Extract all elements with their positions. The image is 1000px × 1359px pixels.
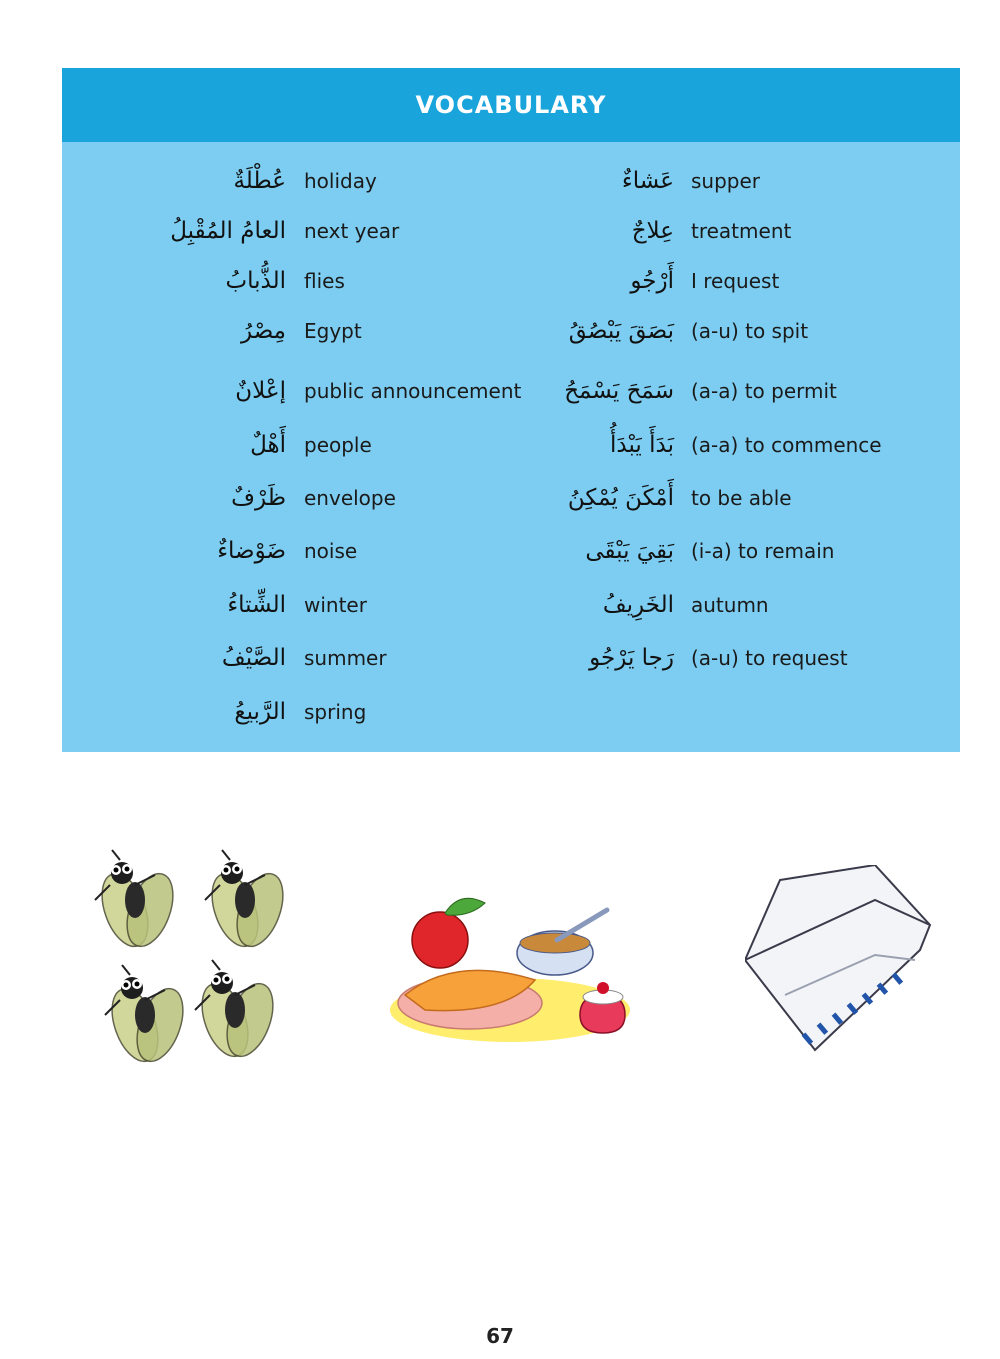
right-vocab-entry	[62, 371, 960, 411]
english-translation: to be able	[691, 486, 792, 510]
right-vocab-entry	[62, 311, 960, 351]
arabic-term: إعْلانٌ	[235, 378, 286, 404]
english-translation: Egypt	[304, 319, 362, 343]
right-vocab-entry	[62, 425, 960, 465]
arabic-term: أَرْجُو	[630, 268, 674, 294]
english-translation: holiday	[304, 169, 377, 193]
english-translation: I request	[691, 269, 780, 293]
arabic-term: أَهْلٌ	[250, 432, 286, 458]
arabic-term: ظَرْفٌ	[231, 485, 286, 511]
english-translation: envelope	[304, 486, 396, 510]
vocabulary-title: VOCABULARY	[415, 91, 607, 119]
arabic-term: الصَّيْفُ	[221, 645, 286, 671]
english-translation: autumn	[691, 593, 769, 617]
right-vocab-entry	[62, 531, 960, 571]
english-translation: winter	[304, 593, 367, 617]
right-vocab-entry	[62, 585, 960, 625]
arabic-term: بَصَقَ يَبْصُقُ	[568, 318, 674, 344]
arabic-term: الخَرِيفُ	[602, 592, 674, 618]
right-vocab-entry	[62, 161, 960, 201]
english-translation: summer	[304, 646, 387, 670]
left-vocab-entry	[62, 692, 960, 732]
right-vocab-entry	[62, 211, 960, 251]
arabic-term: أَمْكَنَ يُمْكِنُ	[567, 485, 674, 511]
arabic-term: مِصْرُ	[241, 318, 286, 344]
arabic-term: عُطْلَةٌ	[233, 168, 286, 194]
flies-illustration	[80, 845, 320, 1075]
arabic-term: بَدَأَ يَبْدَأُ	[610, 432, 674, 458]
english-translation: (a-a) to commence	[691, 433, 882, 457]
english-translation: treatment	[691, 219, 792, 243]
english-translation: next year	[304, 219, 400, 243]
english-translation: (a-a) to permit	[691, 379, 837, 403]
english-translation: spring	[304, 700, 367, 724]
arabic-term: عَشاءٌ	[621, 168, 674, 194]
page-number: 67	[486, 1324, 514, 1348]
arabic-term: ضَوْضاءٌ	[217, 538, 286, 564]
arabic-term: عِلاجٌ	[631, 218, 674, 244]
supper-food-illustration	[385, 885, 635, 1060]
right-vocab-entry	[62, 638, 960, 678]
arabic-term: بَقِيَ يَبْقَى	[585, 538, 674, 564]
english-translation: public announcement	[304, 379, 522, 403]
envelope-illustration	[745, 865, 935, 1060]
english-translation: (a-u) to spit	[691, 319, 809, 343]
right-vocab-entry	[62, 478, 960, 518]
english-translation: supper	[691, 169, 761, 193]
vocabulary-box	[62, 68, 960, 752]
arabic-term: الرَّبيعُ	[234, 699, 286, 725]
vocabulary-header	[62, 68, 960, 142]
arabic-term: رَجا يَرْجُو	[589, 645, 674, 671]
right-vocab-entry	[62, 261, 960, 301]
fly-icon	[93, 850, 182, 953]
arabic-term: العامُ المُقْبِلُ	[170, 218, 286, 244]
english-translation: flies	[304, 269, 345, 293]
english-translation: (a-u) to request	[691, 646, 848, 670]
arabic-term: الذُّبابُ	[225, 268, 286, 294]
english-translation: people	[304, 433, 372, 457]
english-translation: (i-a) to remain	[691, 539, 835, 563]
arabic-term: الشِّتاءُ	[227, 592, 286, 618]
arabic-term: سَمَحَ يَسْمَحُ	[564, 378, 674, 404]
english-translation: noise	[304, 539, 358, 563]
